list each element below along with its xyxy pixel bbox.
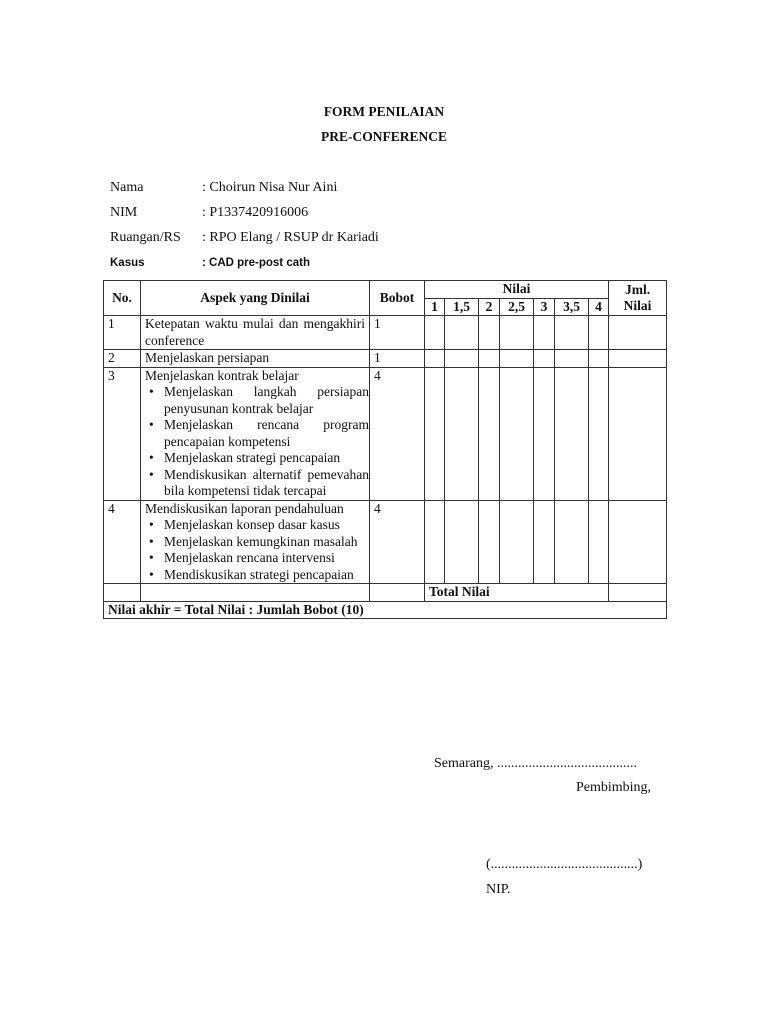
score-cell[interactable]: [534, 500, 555, 584]
final-row: [104, 601, 667, 619]
header-jml-nilai: Jml. Nilai: [609, 281, 667, 316]
row-bobot: 1: [370, 316, 425, 350]
row-no: 4: [104, 500, 141, 584]
score-cell[interactable]: [534, 367, 555, 500]
jml-cell[interactable]: [609, 350, 667, 368]
scale-header: 1: [425, 298, 445, 316]
score-cell[interactable]: [425, 367, 445, 500]
scale-header: 2,5: [500, 298, 534, 316]
total-nilai-cell[interactable]: [609, 584, 667, 602]
kasus-value: : CAD pre-post cath: [202, 257, 310, 269]
scale-header: 3,5: [555, 298, 589, 316]
score-cell[interactable]: [555, 367, 589, 500]
signer-name-placeholder: (..........................................): [486, 857, 643, 872]
place-date: Semarang, ........................................: [434, 756, 637, 771]
total-nilai-label: Total Nilai: [425, 584, 609, 602]
table-row: [104, 367, 667, 500]
score-cell[interactable]: [445, 316, 479, 350]
header-nilai: Nilai: [425, 281, 609, 299]
total-row: [104, 584, 667, 602]
table-row: [104, 316, 667, 350]
header-bobot: Bobot: [370, 281, 425, 316]
list-item: • Menjelaskan rencana program pencapaian kompetensi: [145, 417, 369, 450]
row-aspek: Ketepatan waktu mulai dan mengakhiri conference: [141, 316, 370, 350]
score-cell[interactable]: [479, 367, 500, 500]
ruangan-value: : RPO Elang / RSUP dr Kariadi: [202, 230, 379, 245]
list-item: • Menjelaskan rencana intervensi: [145, 550, 369, 567]
jml-cell[interactable]: [609, 316, 667, 350]
row-no: 2: [104, 350, 141, 368]
nilai-akhir-formula: Nilai akhir = Total Nilai : Jumlah Bobot (10): [104, 601, 667, 619]
jml-cell[interactable]: [609, 500, 667, 584]
score-cell[interactable]: [479, 350, 500, 368]
score-cell[interactable]: [445, 500, 479, 584]
score-cell[interactable]: [479, 500, 500, 584]
score-cell[interactable]: [479, 316, 500, 350]
score-cell[interactable]: [534, 316, 555, 350]
signer-role: Pembimbing,: [576, 780, 652, 795]
score-cell[interactable]: [589, 367, 609, 500]
score-cell[interactable]: [555, 316, 589, 350]
row-aspek-group: [141, 367, 370, 500]
score-cell[interactable]: [589, 350, 609, 368]
row-bobot: 4: [370, 367, 425, 500]
row-no: 1: [104, 316, 141, 350]
header-no: No.: [104, 281, 141, 316]
list-item: • Menjelaskan konsep dasar kasus: [145, 517, 369, 534]
scale-header: 2: [479, 298, 500, 316]
score-cell[interactable]: [555, 350, 589, 368]
score-cell[interactable]: [425, 316, 445, 350]
score-cell[interactable]: [500, 316, 534, 350]
nama-value: : Choirun Nisa Nur Aini: [202, 180, 338, 195]
row-aspek: Menjelaskan kontrak belajar: [145, 367, 299, 383]
row-aspek: Mendiskusikan laporan pendahuluan: [145, 500, 344, 516]
list-item: • Menjelaskan langkah persiapan penyusunan kontrak belajar: [145, 384, 369, 417]
score-cell[interactable]: [445, 367, 479, 500]
score-cell[interactable]: [425, 500, 445, 584]
scale-header: 3: [534, 298, 555, 316]
header-aspek: Aspek yang Dinilai: [141, 281, 370, 316]
list-item: • Menjelaskan kemungkinan masalah: [145, 534, 369, 551]
score-cell[interactable]: [425, 350, 445, 368]
nama-label: Nama: [110, 180, 144, 195]
list-item: • Mendiskusikan alternatif pemevahan bila kompetensi tidak tercapai: [145, 467, 369, 500]
score-cell[interactable]: [445, 350, 479, 368]
form-title: FORM PENILAIAN: [323, 104, 445, 119]
scale-header: 1,5: [445, 298, 479, 316]
scale-header: 4: [589, 298, 609, 316]
kasus-label: Kasus: [110, 257, 145, 269]
score-cell[interactable]: [589, 500, 609, 584]
score-cell[interactable]: [534, 350, 555, 368]
nip-label: NIP.: [486, 882, 511, 897]
row-aspek: Menjelaskan persiapan: [141, 350, 370, 368]
score-cell[interactable]: [589, 316, 609, 350]
score-cell[interactable]: [555, 500, 589, 584]
score-cell[interactable]: [500, 367, 534, 500]
table-row: [104, 500, 667, 584]
score-cell[interactable]: [500, 500, 534, 584]
score-cell[interactable]: [500, 350, 534, 368]
table-row: [104, 350, 667, 368]
ruangan-label: Ruangan/RS: [110, 230, 181, 245]
jml-cell[interactable]: [609, 367, 667, 500]
nim-label: NIM: [110, 205, 138, 220]
list-item: • Mendiskusikan strategi pencapaian: [145, 567, 369, 584]
row-aspek-group: [141, 500, 370, 584]
form-subtitle: PRE-CONFERENCE: [320, 129, 447, 144]
nim-value: : P1337420916006: [202, 205, 309, 220]
assessment-table: [103, 280, 667, 619]
list-item: • Menjelaskan strategi pencapaian: [145, 450, 369, 467]
row-no: 3: [104, 367, 141, 500]
row-bobot: 1: [370, 350, 425, 368]
row-bobot: 4: [370, 500, 425, 584]
